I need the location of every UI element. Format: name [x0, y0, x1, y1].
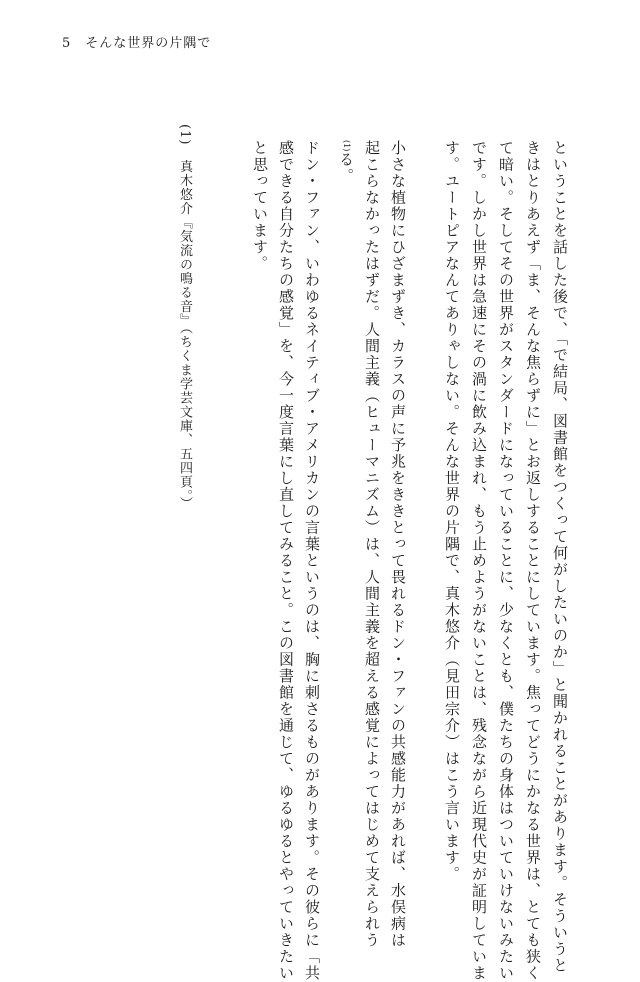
- body-column-7: 感できる自分たちの感覚」を、今一度言葉にし直してみること。この図書館を通じて、ゆるゆるとやっていきたい: [277, 140, 295, 982]
- body-column-8: と思っています。: [251, 140, 269, 272]
- footnote-number: (1): [177, 124, 192, 146]
- quote-column-2: 起こらなかったはずだ。人間主義（ヒューマニズム）は、人間主義を超える感覚によってはじめて支えられう: [363, 140, 381, 949]
- body-column-4: です。しかし世界は急速にその渦に飲み込まれ、もう止めようがないことは、残念ながら近現代史が証明していま: [470, 140, 488, 982]
- body-column-2: きはとりあえず「ま、そんな焦らずに」とお返しすることにしています。焦ってどうにかなる世界は、とても狭く: [524, 140, 542, 982]
- quote-column-1: 小さな植物にひざまずき、カラスの声に予兆をききとって畏れるドン・ファンの共感能力があれば、水俣病は: [389, 140, 407, 949]
- body-column-5: す。ユートピアなんてありゃしない。そんな世界の片隅で、真木悠介（見田宗介）はこう言います。: [443, 140, 461, 883]
- running-title: そんな世界の片隅で: [85, 36, 212, 51]
- page-number: 5: [62, 36, 72, 51]
- body-column-3: て暗い。そしてその世界がスタンダードになっていることに、少なくとも、僕たちの身体はついていけないみたい: [497, 140, 515, 982]
- quote-end-text: る。: [337, 151, 355, 185]
- footnote-reference: (1): [342, 140, 351, 152]
- body-column-1: ということを話した後で、「で結局、図書館をつくって何がしたいのか」と聞かれることがあります。そういうと: [551, 140, 569, 974]
- quote-column-3: [338, 140, 353, 184]
- body-column-6: ドン・ファン、いわゆるネイティブ・アメリカンの言葉というのは、胸に刺さるものがあります。その彼らに「共: [303, 140, 321, 982]
- running-header: [62, 32, 211, 51]
- footnote: [178, 124, 191, 510]
- footnote-text: 真木悠介『気流の鳴る音』（ちくま学芸文庫、五四頁。）: [177, 159, 192, 511]
